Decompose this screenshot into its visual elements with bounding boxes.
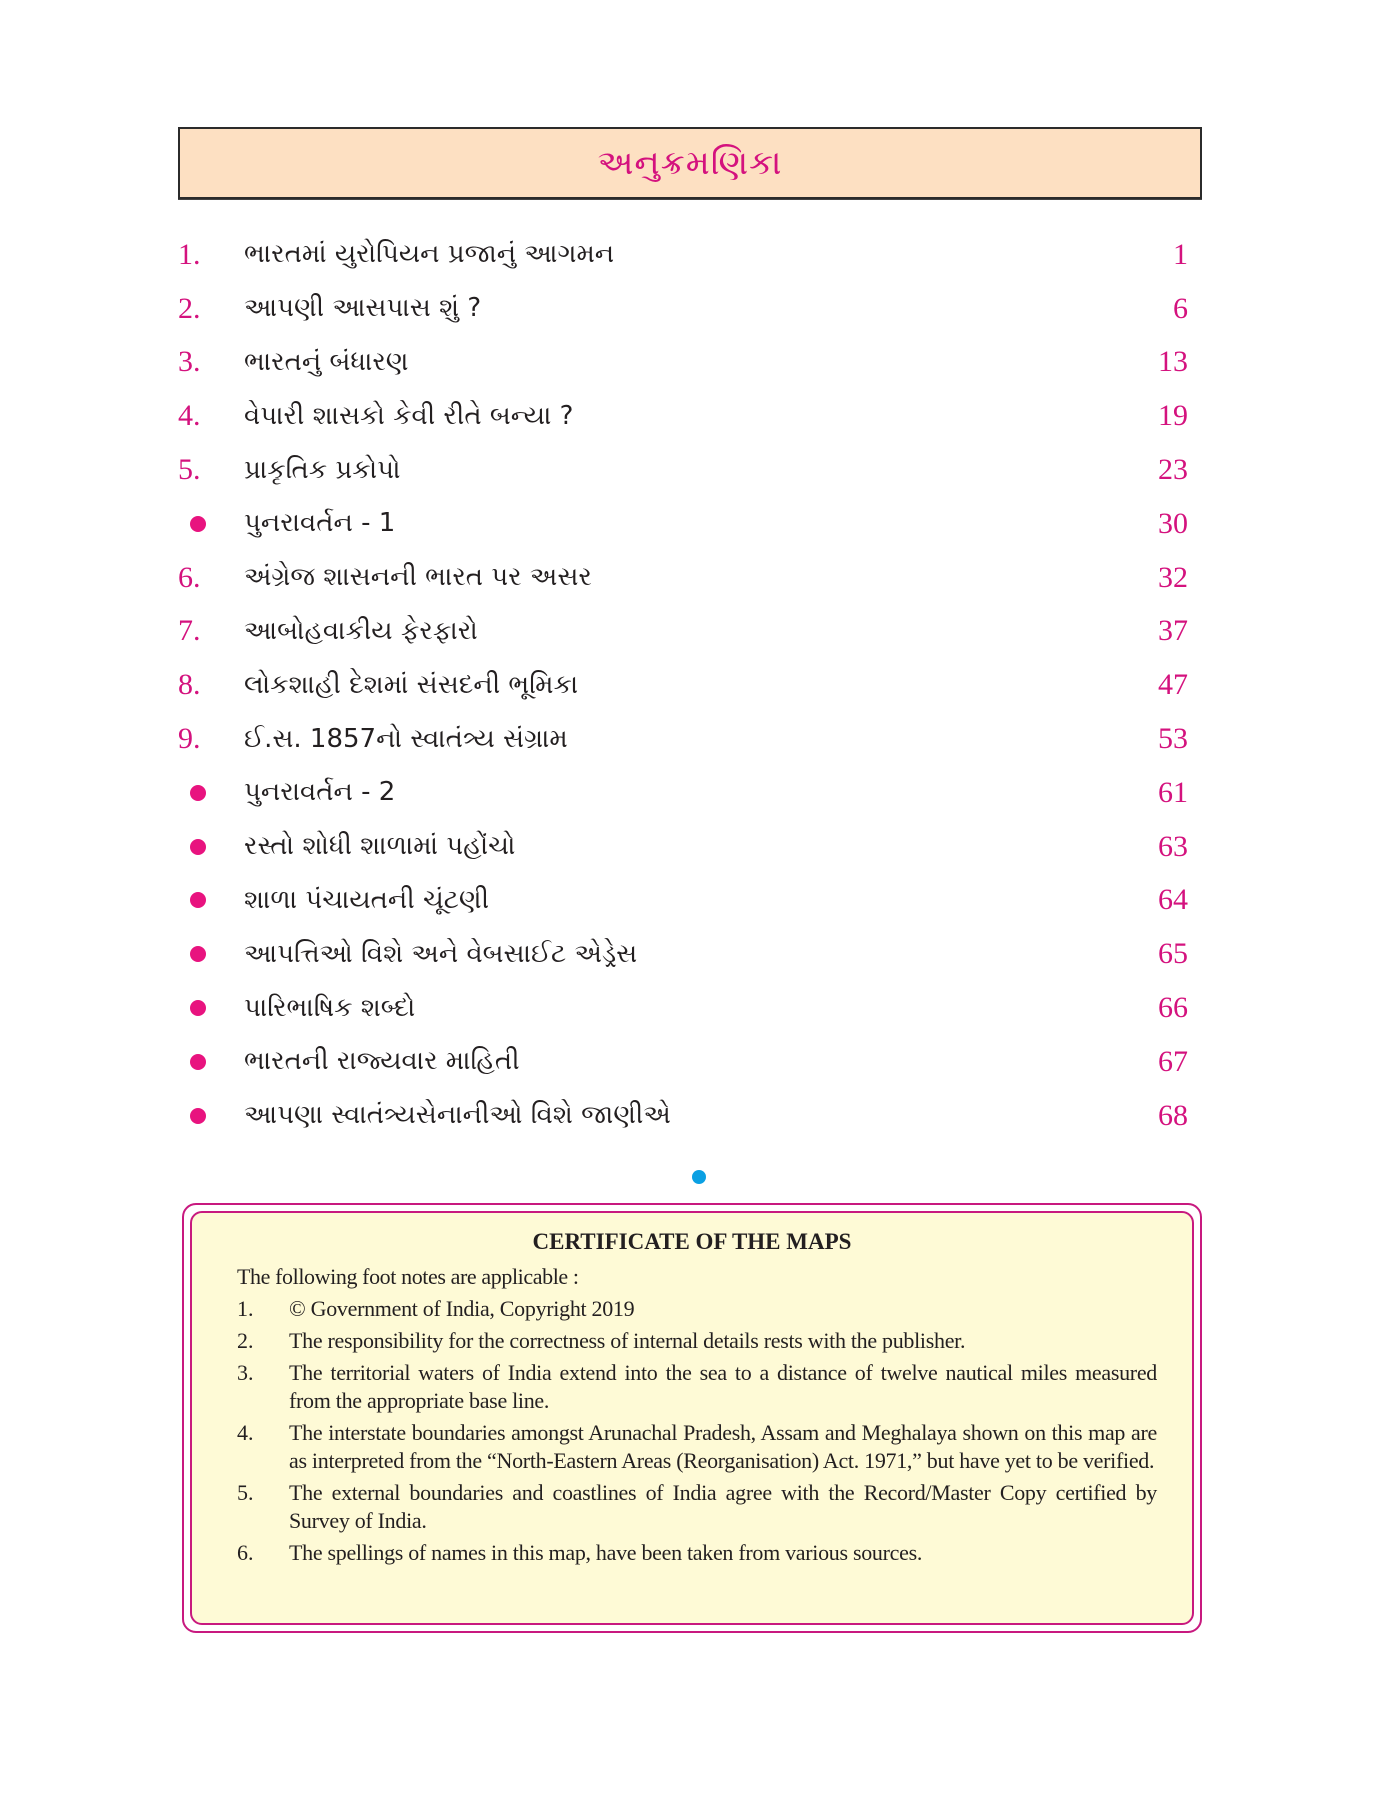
- index-title: અનુક્રમણિકા: [597, 143, 783, 183]
- chapter-title: ભારતમાં યુરોપિયન પ્રજાનું આગમન: [244, 239, 615, 270]
- chapter-title: આપણી આસપાસ શું ?: [244, 293, 482, 324]
- certificate-title: CERTIFICATE OF THE MAPS: [532, 1229, 852, 1254]
- page-number: 1: [1173, 237, 1188, 271]
- certificate-note: [237, 1479, 1157, 1535]
- note-text: The external boundaries and coastlines of India agree with the Record/Master Copy certified by Survey of India.: [289, 1480, 1157, 1533]
- chapter-title: લોકશાહી દેશમાં સંસદની ભૂમિકા: [244, 669, 579, 700]
- chapter-title: આપત્તિઓ વિશે અને વેબસાઈટ એડ્રેસ: [244, 938, 638, 969]
- certificate-note: [237, 1327, 1157, 1355]
- chapter-number: 9.: [178, 722, 201, 756]
- certificate-note: [237, 1295, 1157, 1323]
- certificate-intro: The following foot notes are applicable :: [237, 1264, 579, 1289]
- page-number: 23: [1158, 453, 1188, 487]
- toc-entry[interactable]: [178, 1035, 1200, 1089]
- index-title-banner: [178, 127, 1202, 199]
- section-divider-dot-icon: [692, 1170, 706, 1184]
- page-number: 63: [1158, 829, 1188, 863]
- chapter-title: આપણા સ્વાતંત્ર્યસેનાનીઓ વિશે જાણીએ: [244, 1100, 671, 1131]
- bullet-marker: [178, 1108, 244, 1124]
- bullet-marker: [178, 516, 244, 532]
- page-number: 68: [1158, 1098, 1188, 1132]
- toc-entry[interactable]: [178, 443, 1200, 497]
- chapter-number: 4.: [178, 399, 201, 433]
- chapter-title: ઈ.સ. 1857નો સ્વાતંત્ર્ય સંગ્રામ: [244, 723, 568, 754]
- certificate-notes: [237, 1295, 1157, 1571]
- bullet-icon: [190, 516, 206, 532]
- chapter-number: 6.: [178, 560, 201, 594]
- toc-entry[interactable]: [178, 766, 1200, 820]
- table-of-contents: [178, 228, 1200, 1143]
- page-number: 47: [1158, 668, 1188, 702]
- chapter-title: ભારતનું બંધારણ: [244, 346, 409, 377]
- chapter-title: શાળા પંચાયતની ચૂંટણી: [244, 884, 490, 915]
- bullet-icon: [190, 839, 206, 855]
- bullet-icon: [190, 1054, 206, 1070]
- chapter-title: આબોહવાકીય ફેરફારો: [244, 615, 478, 646]
- page-number: 30: [1158, 506, 1188, 540]
- chapter-title: રસ્તો શોધી શાળામાં પહોંચો: [244, 831, 516, 862]
- note-text: The interstate boundaries amongst Arunachal Pradesh, Assam and Meghalaya shown on this map are as interpreted from the “North-Eastern Areas (Reorganisation) Act. 1971,” but have yet to be verified.: [289, 1420, 1157, 1473]
- note-number: 1.: [237, 1296, 254, 1321]
- chapter-title: પારિભાષિક શબ્દો: [244, 992, 416, 1023]
- certificate-note: [237, 1359, 1157, 1415]
- bullet-icon: [190, 785, 206, 801]
- toc-entry[interactable]: [178, 389, 1200, 443]
- toc-entry[interactable]: [178, 336, 1200, 390]
- note-number: 2.: [237, 1328, 254, 1353]
- note-number: 6.: [237, 1540, 254, 1565]
- note-text: The territorial waters of India extend into the sea to a distance of twelve nautical miles measured from the appropriate base line.: [289, 1360, 1157, 1413]
- toc-entry[interactable]: [178, 981, 1200, 1035]
- bullet-icon: [190, 1108, 206, 1124]
- bullet-marker: [178, 785, 244, 801]
- map-certificate-box: [182, 1203, 1202, 1633]
- toc-entry[interactable]: [178, 228, 1200, 282]
- page-number: 61: [1158, 775, 1188, 809]
- note-text: The spellings of names in this map, have been taken from various sources.: [289, 1540, 923, 1565]
- bullet-icon: [190, 892, 206, 908]
- toc-entry[interactable]: [178, 605, 1200, 659]
- toc-entry[interactable]: [178, 282, 1200, 336]
- chapter-title: પ્રાકૃતિક પ્રકોપો: [244, 454, 401, 485]
- page-number: 6: [1173, 291, 1188, 325]
- chapter-number: 1.: [178, 237, 201, 271]
- chapter-title: પુનરાવર્તન - 1: [244, 508, 396, 539]
- page-number: 13: [1158, 345, 1188, 379]
- toc-entry[interactable]: [178, 497, 1200, 551]
- bullet-marker: [178, 946, 244, 962]
- chapter-title: અંગ્રેજ શાસનની ભારત પર અસર: [244, 562, 592, 593]
- bullet-marker: [178, 892, 244, 908]
- toc-entry[interactable]: [178, 820, 1200, 874]
- chapter-number: 5.: [178, 453, 201, 487]
- map-certificate-inner: [190, 1211, 1194, 1625]
- toc-entry[interactable]: [178, 927, 1200, 981]
- toc-entry[interactable]: [178, 551, 1200, 605]
- chapter-number: 7.: [178, 614, 201, 648]
- certificate-note: [237, 1419, 1157, 1475]
- page-number: 67: [1158, 1044, 1188, 1078]
- chapter-title: વેપારી શાસકો કેવી રીતે બન્યા ?: [244, 400, 574, 431]
- page-number: 53: [1158, 722, 1188, 756]
- bullet-marker: [178, 1054, 244, 1070]
- chapter-title: પુનરાવર્તન - 2: [244, 777, 396, 808]
- bullet-icon: [190, 946, 206, 962]
- note-text: © Government of India, Copyright 2019: [289, 1296, 635, 1321]
- note-text: The responsibility for the correctness of internal details rests with the publisher.: [289, 1328, 966, 1353]
- toc-entry[interactable]: [178, 874, 1200, 928]
- page-number: 32: [1158, 560, 1188, 594]
- chapter-number: 2.: [178, 291, 201, 325]
- page-number: 37: [1158, 614, 1188, 648]
- note-number: 4.: [237, 1420, 254, 1445]
- page-number: 65: [1158, 937, 1188, 971]
- toc-entry[interactable]: [178, 1089, 1200, 1143]
- bullet-marker: [178, 1000, 244, 1016]
- chapter-number: 3.: [178, 345, 201, 379]
- note-number: 3.: [237, 1360, 254, 1385]
- chapter-number: 8.: [178, 668, 201, 702]
- certificate-note: [237, 1539, 1157, 1567]
- note-number: 5.: [237, 1480, 254, 1505]
- page-number: 19: [1158, 399, 1188, 433]
- bullet-icon: [190, 1000, 206, 1016]
- bullet-marker: [178, 839, 244, 855]
- toc-entry[interactable]: [178, 712, 1200, 766]
- toc-entry[interactable]: [178, 658, 1200, 712]
- page-number: 66: [1158, 991, 1188, 1025]
- page-number: 64: [1158, 883, 1188, 917]
- chapter-title: ભારતની રાજ્યવાર માહિતી: [244, 1046, 520, 1077]
